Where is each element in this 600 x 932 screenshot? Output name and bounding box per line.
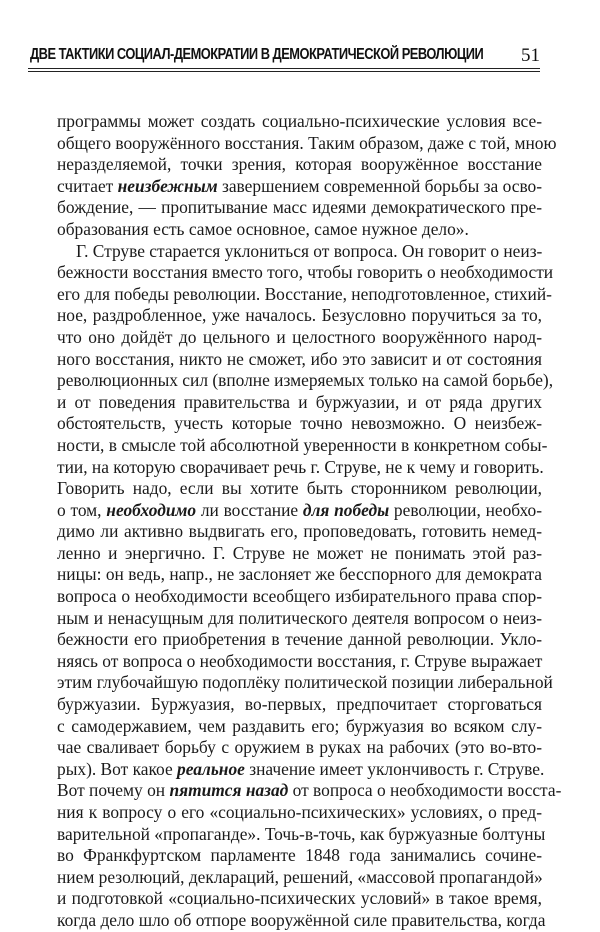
text-line	[57, 867, 542, 889]
text-segment: и подготовкой «социально-психических условий» в такое время,	[57, 888, 542, 909]
text-line	[57, 154, 542, 176]
text-segment: считает	[57, 175, 118, 196]
text-line	[57, 413, 542, 435]
text-segment: ленно и энергично. Г. Струве не может не понимать этой раз-	[57, 542, 542, 563]
text-line	[57, 737, 542, 759]
text-line	[57, 197, 542, 219]
text-line	[57, 500, 542, 522]
body-text	[57, 111, 562, 932]
text-line	[57, 132, 557, 155]
emphasis-text: реальное	[177, 758, 245, 779]
text-segment: что оно дойдёт до цельного и целостного вооружённого народ-	[57, 326, 542, 347]
text-line	[57, 241, 542, 263]
text-line	[57, 672, 553, 694]
text-segment: от вопроса о необходимости восста-	[288, 780, 562, 801]
text-line	[57, 478, 542, 500]
text-line	[57, 651, 542, 673]
text-line	[57, 694, 542, 716]
emphasis-text: неизбежным	[117, 175, 218, 196]
text-segment: рых). Вот какое	[57, 758, 178, 779]
text-segment: революции, необхо-	[389, 499, 543, 520]
text-line	[57, 716, 542, 738]
text-line	[57, 823, 546, 846]
text-segment: бождение, — пропитывание масс идеями демократического пре-	[57, 197, 542, 218]
text-line	[57, 111, 542, 133]
emphasis-text: для победы	[302, 499, 390, 520]
text-segment: нием резолюций, деклараций, решений, «массовой пропагандой»	[57, 866, 543, 887]
text-segment: вопроса о необходимости всеобщего избирательного права спор-	[57, 586, 542, 607]
text-segment: ное, раздробленное, уже началось. Безусловно поручиться за то,	[57, 305, 542, 326]
text-segment: ли восстание	[196, 499, 303, 520]
text-segment: неразделяемой, точки зрения, которая вооружённое восстание	[57, 154, 542, 175]
text-segment: ницы: он ведь, напр., не заслоняет же бесспорного для демократа	[57, 564, 542, 585]
text-segment: Говорить надо, если вы хотите быть сторонником революции,	[57, 478, 542, 499]
text-segment: образования есть самое основное, самое нужное дело».	[57, 218, 469, 239]
text-segment: с самодержавием, чем раздавить его; буржуазия во всяком слу-	[57, 715, 542, 736]
text-line	[57, 909, 546, 932]
running-header	[28, 38, 540, 78]
text-line	[57, 370, 554, 392]
text-segment: ным и ненасущным для политического деятеля вопросом о неиз-	[57, 607, 542, 628]
text-line	[57, 758, 545, 781]
text-segment: и от поведения правительства и буржуазии, и от ряда других	[57, 391, 542, 412]
text-segment: буржуазии. Буржуазия, во-первых, предпочитает сторговаться	[57, 694, 542, 715]
text-segment: завершением современной борьбы за осво-	[217, 175, 543, 196]
page-number: 51	[521, 45, 540, 66]
text-segment: революционных сил (вполне измеряемых только на самой борьбе),	[57, 370, 554, 391]
text-line	[57, 629, 542, 651]
text-segment: обстоятельств, учесть которые точно невозможно. О неизбеж-	[57, 413, 542, 434]
running-header-title: ДВЕ ТАКТИКИ СОЦИАЛ-ДЕМОКРАТИИ В ДЕМОКРАТИЧЕСКОЙ РЕВОЛЮЦИИ	[30, 46, 484, 63]
text-segment: ного восстания, никто не сможет, ибо это зависит и от состояния	[57, 348, 542, 369]
text-segment: бежности восстания вместо того, чтобы говорить о необходимости	[57, 262, 554, 283]
emphasis-text: пятится назад	[169, 780, 289, 801]
text-line	[57, 392, 542, 414]
text-line	[57, 457, 542, 479]
text-segment: Вот почему он	[57, 780, 170, 801]
text-segment: когда дело шло об отпоре вооружённой силе правительства, когда	[57, 909, 546, 930]
text-segment: о том,	[57, 499, 107, 520]
text-line	[57, 305, 542, 327]
text-segment: этим глубочайшую подоплёку политической позиции либеральной	[57, 672, 553, 693]
text-segment: во Франкфуртском парламенте 1848 года занимались сочине-	[57, 845, 542, 866]
text-line	[57, 608, 542, 630]
text-line	[57, 780, 562, 802]
text-segment: значение имеет уклончивость г. Струве.	[244, 758, 545, 779]
text-line	[57, 586, 542, 608]
text-line	[57, 327, 542, 349]
text-segment: общего вооружённого восстания. Таким образом, даже с той, мною	[57, 132, 557, 153]
text-line	[57, 262, 554, 284]
text-segment: няясь от вопроса о необходимости восстания, г. Струве выражает	[57, 650, 543, 671]
text-line	[57, 564, 542, 586]
header-rule	[28, 68, 540, 69]
text-segment: Г. Струве старается уклониться от вопроса. Он говорит о неиз-	[76, 240, 543, 261]
text-segment: программы может создать социально-психические условия все-	[57, 111, 542, 131]
text-line	[57, 283, 552, 306]
text-segment: ности, в смысле той абсолютной уверенности в конкретном собы-	[57, 434, 548, 455]
text-line	[57, 176, 542, 198]
text-segment: димо ли активно выдвигать его, проповедовать, готовить немед-	[57, 521, 542, 542]
text-segment: ния к вопросу о его «социально-психических» условиях, о пред-	[57, 802, 542, 822]
text-line	[57, 219, 542, 241]
text-segment: бежности его приобретения в течение данной революции. Укло-	[57, 629, 542, 650]
text-segment: варительной «пропаганде». Точь-в-точь, как буржуазные болтуны	[57, 823, 546, 844]
text-line	[57, 845, 542, 867]
text-line	[57, 434, 548, 457]
text-line	[57, 802, 542, 824]
text-segment: чае сваливает борьбу с оружием в руках на рабочих (это во-вто-	[57, 737, 542, 758]
text-segment: его для победы революции. Восстание, неподготовленное, стихий-	[57, 283, 552, 304]
emphasis-text: необходимо	[106, 499, 197, 520]
text-line	[57, 543, 542, 565]
text-segment: тии, на которую сворачивает речь г. Струве, не к чему и говорить.	[57, 456, 544, 477]
text-line	[57, 888, 542, 910]
text-line	[57, 521, 542, 543]
header-rule-thin	[28, 71, 540, 72]
text-line	[57, 349, 542, 371]
